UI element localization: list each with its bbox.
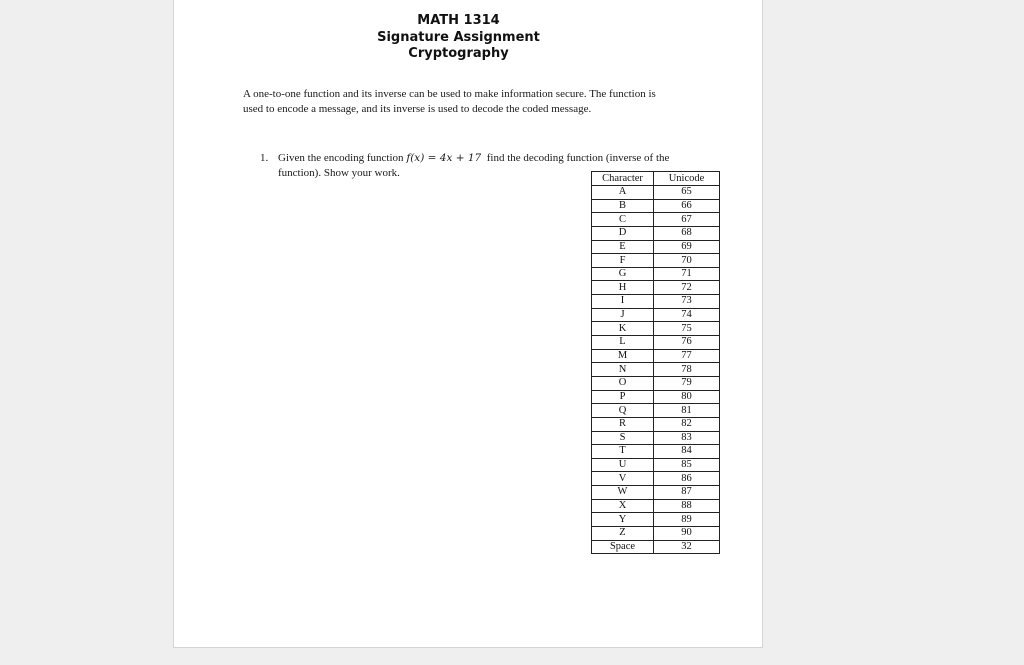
table-body	[592, 186, 720, 554]
unicode-cell: 67	[654, 213, 720, 227]
table-row	[592, 363, 720, 377]
intro-line: A one-to-one function and its inverse can be used to make information secure. The function is	[243, 88, 656, 100]
unicode-cell: 76	[654, 336, 720, 350]
table-row	[592, 322, 720, 336]
unicode-cell: 90	[654, 527, 720, 541]
table-row	[592, 527, 720, 541]
table-row	[592, 267, 720, 281]
unicode-cell: 32	[654, 540, 720, 554]
unicode-cell: 84	[654, 445, 720, 459]
table-row	[592, 486, 720, 500]
table-row	[592, 213, 720, 227]
unicode-cell: 80	[654, 390, 720, 404]
table-row	[592, 336, 720, 350]
table-row	[592, 186, 720, 200]
unicode-cell: 74	[654, 308, 720, 322]
character-cell: A	[592, 186, 654, 200]
question-number: 1.	[260, 152, 269, 164]
character-cell: Y	[592, 513, 654, 527]
encoding-formula: f(x) = 4x + 17	[406, 152, 482, 164]
table-row	[592, 349, 720, 363]
title-line-assignment: Signature Assignment	[377, 29, 540, 45]
character-cell: B	[592, 199, 654, 213]
unicode-cell: 83	[654, 431, 720, 445]
unicode-cell: 86	[654, 472, 720, 486]
table-row	[592, 431, 720, 445]
unicode-cell: 69	[654, 240, 720, 254]
character-cell: J	[592, 308, 654, 322]
unicode-cell: 66	[654, 199, 720, 213]
document-page	[173, 0, 763, 648]
character-cell: M	[592, 349, 654, 363]
column-header-character: Character	[592, 172, 654, 186]
unicode-cell: 85	[654, 458, 720, 472]
unicode-cell: 70	[654, 254, 720, 268]
table-row	[592, 404, 720, 418]
unicode-cell: 73	[654, 295, 720, 309]
question-text-line-2: function). Show your work.	[278, 167, 400, 179]
table-row	[592, 458, 720, 472]
table-row	[592, 390, 720, 404]
table-row	[592, 226, 720, 240]
character-cell: R	[592, 417, 654, 431]
character-cell: X	[592, 499, 654, 513]
character-cell: I	[592, 295, 654, 309]
character-cell: L	[592, 336, 654, 350]
unicode-cell: 89	[654, 513, 720, 527]
character-cell: F	[592, 254, 654, 268]
table-row	[592, 254, 720, 268]
character-cell: Space	[592, 540, 654, 554]
character-cell: E	[592, 240, 654, 254]
character-cell: K	[592, 322, 654, 336]
character-cell: S	[592, 431, 654, 445]
table-row	[592, 445, 720, 459]
title-line-topic: Cryptography	[408, 46, 509, 61]
table-row	[592, 472, 720, 486]
unicode-cell: 77	[654, 349, 720, 363]
table-row	[592, 308, 720, 322]
table-row	[592, 513, 720, 527]
character-cell: U	[592, 458, 654, 472]
character-cell: C	[592, 213, 654, 227]
title-line-course: MATH 1314	[417, 13, 500, 28]
character-cell: H	[592, 281, 654, 295]
unicode-cell: 71	[654, 267, 720, 281]
intro-line: used to encode a message, and its inverse is used to decode the coded message.	[243, 103, 592, 115]
unicode-cell: 82	[654, 417, 720, 431]
table-row	[592, 417, 720, 431]
character-cell: T	[592, 445, 654, 459]
character-cell: D	[592, 226, 654, 240]
character-cell: N	[592, 363, 654, 377]
table-row	[592, 540, 720, 554]
unicode-cell: 72	[654, 281, 720, 295]
character-cell: G	[592, 267, 654, 281]
unicode-cell: 68	[654, 226, 720, 240]
character-cell: W	[592, 486, 654, 500]
unicode-cell: 78	[654, 363, 720, 377]
table-row	[592, 499, 720, 513]
unicode-cell: 75	[654, 322, 720, 336]
unicode-cell: 81	[654, 404, 720, 418]
table-row	[592, 281, 720, 295]
unicode-cell: 65	[654, 186, 720, 200]
unicode-cell: 87	[654, 486, 720, 500]
character-cell: O	[592, 376, 654, 390]
unicode-cell: 79	[654, 376, 720, 390]
document-title	[174, 13, 762, 63]
table-row	[592, 240, 720, 254]
character-cell: Z	[592, 527, 654, 541]
table-row	[592, 199, 720, 213]
intro-paragraph	[243, 87, 703, 117]
character-cell: P	[592, 390, 654, 404]
character-cell: V	[592, 472, 654, 486]
unicode-cell: 88	[654, 499, 720, 513]
column-header-unicode: Unicode	[654, 172, 720, 186]
table-header-row	[592, 172, 720, 186]
character-cell: Q	[592, 404, 654, 418]
question-text-before: Given the encoding function	[278, 152, 407, 164]
table-row	[592, 295, 720, 309]
question-text-after: find the decoding function (inverse of the	[481, 152, 670, 164]
unicode-table	[591, 171, 720, 554]
table-row	[592, 376, 720, 390]
